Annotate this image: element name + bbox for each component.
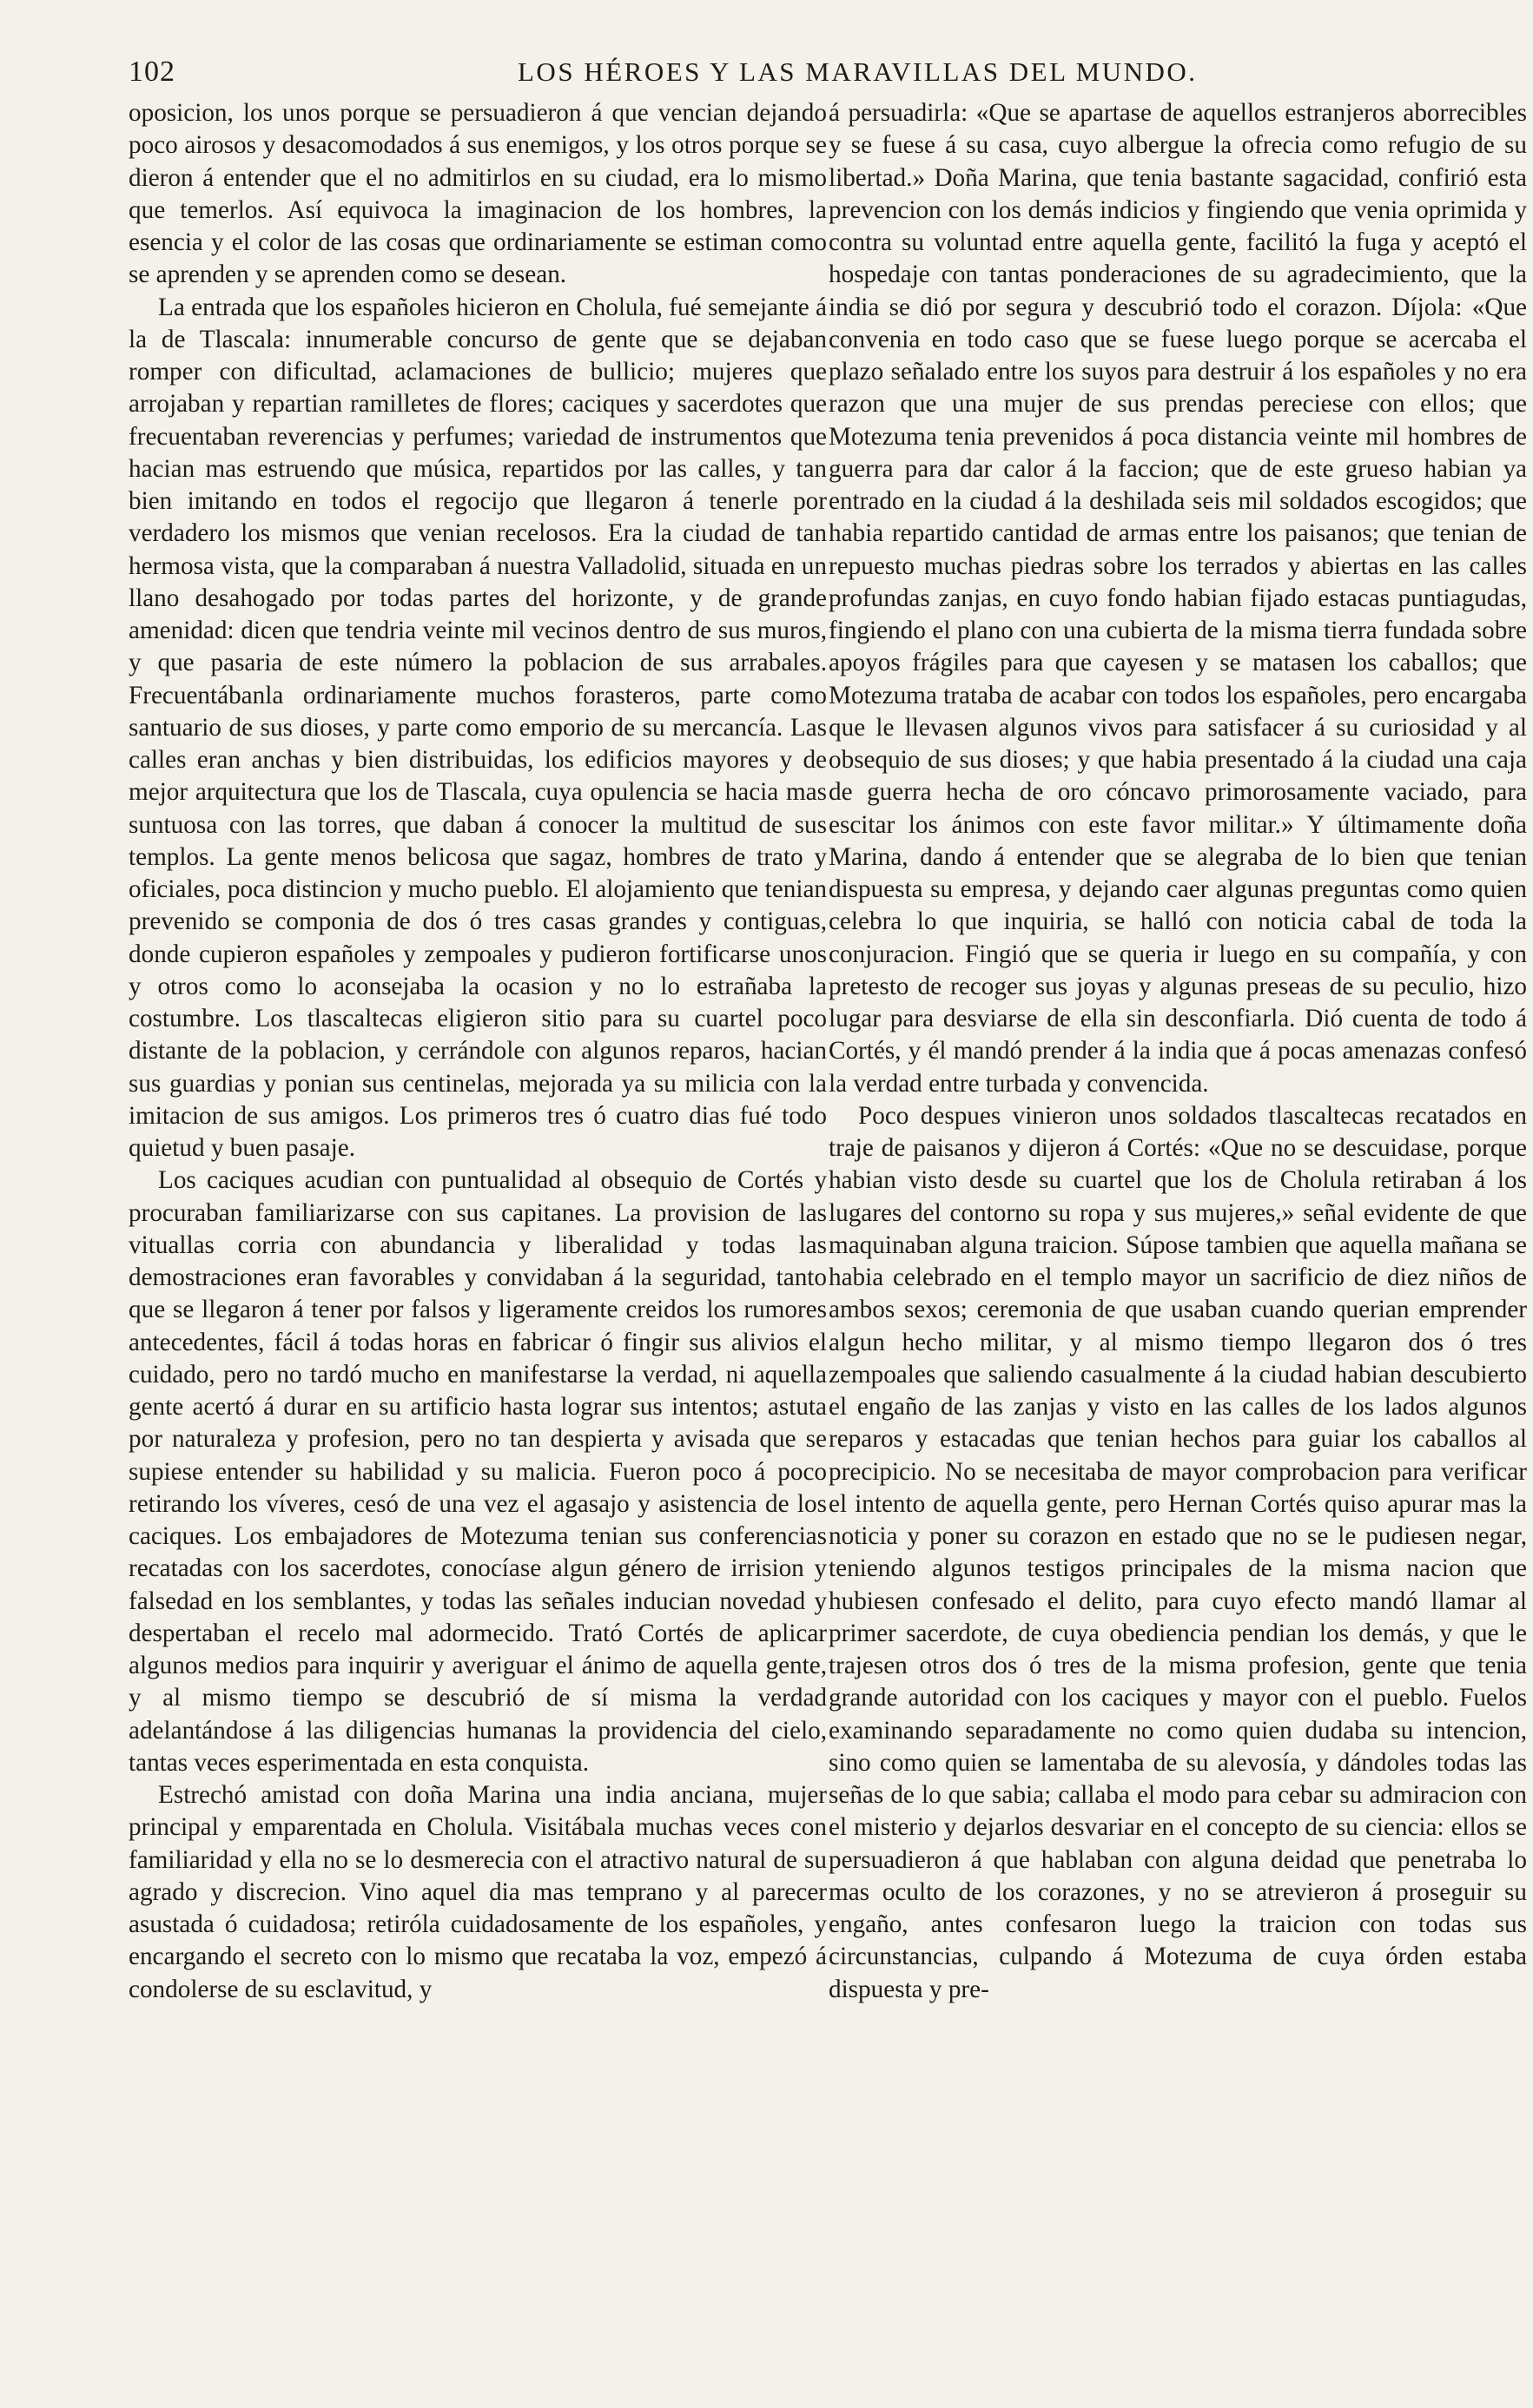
running-header (129, 50, 1527, 94)
paragraph: á persuadirla: «Que se apartase de aquellos estranjeros aborrecibles y se fuese á su casa, cuyo albergue la ofrecia como refugio de su libertad.» Doña Marina, que tenia bastante sagacidad, confirió esta prevencion con los demás indicios y fingiendo que venia oprimida y contra su voluntad entre aquella gente, facilitó la fuga y aceptó el hospedaje con tantas ponderaciones de su agradecimiento, que la india se dió por segura y descubrió todo el corazon. Díjola: «Que convenia en todo caso que se fuese luego porque se acercaba el plazo señalado entre los suyos para destruir á los españoles y no era razon que una mujer de sus prendas pereciese con ellos; que Motezuma tenia prevenidos á poca distancia veinte mil hombres de guerra para dar calor á la faccion; que de este grueso habian ya entrado en la ciudad á la deshilada seis mil soldados escogidos; que habia repartido cantidad de armas entre los paisanos; que tenian de repuesto muchas piedras sobre los terrados y abiertas en las calles profundas zanjas, en cuyo fondo habian fijado estacas puntiagudas, fingiendo el plano con una cubierta de la misma tierra fundada sobre apoyos frágiles para que cayesen y se matasen los caballos; que Motezuma trataba de acabar con todos los españoles, pero encargaba que le llevasen algunos vivos para satisfacer á su curiosidad y al obsequio de sus dioses; y que habia presentado á la ciudad una caja de guerra hecha de oro cóncavo primorosamente vaciado, para escitar los ánimos con este favor militar.» Y últimamente doña Marina, dando á entender que se alegraba de lo bien que tenian dispuesta su empresa, y dejando caer algunas preguntas como quien celebra lo que inquiria, se halló con noticia cabal de toda la conjuracion. Fingió que se queria ir luego en su compañía, y con pretesto de recoger sus joyas y algunas preseas de su peculio, hizo lugar para desviarse de ella sin desconfiarla. Dió cuenta de todo á Cortés, y él mandó prender á la india que á pocas amenazas confesó la verdad entre turbada y convencida. (829, 99, 1527, 1098)
paragraph: Poco despues vinieron unos soldados tlascaltecas recatados en traje de paisanos y dijeron á Cortés: «Que no se descuidase, porque habian visto desde su cuartel que los de Cholula retiraban á los lugares del contorno su ropa y sus mujeres,» señal evidente de que maquinaban alguna traicion. Súpose tambien que aquella mañana se habia celebrado en el templo mayor un sacrificio de diez niños de ambos sexos; ceremonia de que usaban cuando querian emprender algun hecho militar, y al mismo tiempo llegaron dos ó tres zempoales que saliendo casualmente á la ciudad habian descubierto el engaño de las zanjas y visto en las calles de los lados algunos reparos y estacadas que tenian hechos para guiar los caballos al precipicio. No se necesitaba de mayor comprobacion para verificar el intento de aquella gente, pero Hernan Cortés quiso apurar mas la noticia y poner su corazon en estado que no se le pudiesen negar, teniendo algunos testigos principales de la misma nacion que hubiesen confesado el delito, para cuyo efecto mandó llamar al primer sacerdote, de cuya obediencia pendian los demás, y que le trajesen otros dos ó tres de la misma profesion, gente que tenia grande autoridad con los caciques y mayor con el pueblo. Fuelos examinando separadamente no como quien dudaba su intencion, sino como quien se lamentaba de su alevosía, y dándoles todas las señas de lo que sabia; callaba el modo para cebar su admiracion con el misterio y dejarlos desvariar en el concepto de su ciencia: ellos se persuadieron á que hablaban con alguna deidad que penetraba lo mas oculto de los corazones, y no se atrevieron á proseguir su engaño, antes confesaron luego la traicion con todas sus circunstancias, culpando á Motezuma de cuya órden estaba dispuesta y pre- (829, 1101, 1527, 2003)
paragraph: Estrechó amistad con doña Marina una india anciana, mujer principal y emparentada en Cholula. Visitábala muchas veces con familiaridad y ella no se lo desmerecia con el atractivo natural de su agrado y discrecion. Vino aquel dia mas temprano y al parecer asustada ó cuidadosa; retiróla cuidadosamente de los españoles, y encargando el secreto con lo mismo que recataba la voz, empezó á condolerse de su esclavitud, y (129, 1781, 827, 2003)
left-column (129, 97, 827, 2006)
paragraph: La entrada que los españoles hicieron en Cholula, fué semejante á la de Tlascala: innumerable concurso de gente que se dejaban romper con dificultad, aclamaciones de bullicio; mujeres que arrojaban y repartian ramilletes de flores; caciques y sacerdotes que frecuentaban reverencias y perfumes; variedad de instrumentos que hacian mas estruendo que música, repartidos por las calles, y tan bien imitando en todos el regocijo que llegaron á tenerle por verdadero los mismos que venian recelosos. Era la ciudad de tan hermosa vista, que la comparaban á nuestra Valladolid, situada en un llano desahogado por todas partes del horizonte, y de grande amenidad: dicen que tendria veinte mil vecinos dentro de sus muros, y que pasaria de este número la poblacion de sus arrabales. Frecuentábanla ordinariamente muchos forasteros, parte como santuario de sus dioses, y parte como emporio de su mercancía. Las calles eran anchas y bien distribuidas, los edificios mayores y de mejor arquitectura que los de Tlascala, cuya opulencia se hacia mas suntuosa con las torres, que daban á conocer la multitud de sus templos. La gente menos belicosa que sagaz, hombres de trato y oficiales, poca distincion y mucho pueblo. El alojamiento que tenian prevenido se componia de dos ó tres casas grandes y contiguas, donde cupieron españoles y zempoales y pudieron fortificarse unos y otros como lo aconsejaba la ocasion y no lo estrañaba la costumbre. Los tlascaltecas eligieron sitio para su cuartel poco distante de la poblacion, y cerrándole con algunos reparos, hacian sus guardias y ponian sus centinelas, mejorada ya su milicia con la imitacion de sus amigos. Los primeros tres ó cuatro dias fué todo quietud y buen pasaje. (129, 293, 827, 1162)
paragraph: oposicion, los unos porque se persuadieron á que vencian dejando poco airosos y desacomodados á sus enemigos, y los otros porque se dieron á entender que el no admitirlos en su ciudad, era lo mismo que temerlos. Así equivoca la imaginacion de los hombres, la esencia y el color de las cosas que ordinariamente se estiman como se aprenden y se aprenden como se desean. (129, 99, 827, 289)
running-title: LOS HÉROES Y LAS MARAVILLAS DEL MUNDO. (518, 56, 1198, 87)
right-column (829, 97, 1527, 2006)
page-number: 102 (129, 56, 175, 88)
paragraph: Los caciques acudian con puntualidad al obsequio de Cortés y procuraban familiarizarse con sus capitanes. La provision de las vituallas corria con abundancia y liberalidad y todas las demostraciones eran favorables y convidaban á la seguridad, tanto que se llegaron á tener por falsos y ligeramente creidos los rumores antecedentes, fácil á todas horas en fabricar ó fingir sus alivios el cuidado, pero no tardó mucho en manifestarse la verdad, ni aquella gente acertó á durar en su artificio hasta lograr sus intentos; astuta por naturaleza y profesion, pero no tan despierta y avisada que se supiese entender su habilidad y su malicia. Fueron poco á poco retirando los víveres, cesó de una vez el agasajo y asistencia de los caciques. Los embajadores de Motezuma tenian sus conferencias recatadas con los sacerdotes, conocíase algun género de irrision y falsedad en los semblantes, y todas las señales inducian novedad y despertaban el recelo mal adormecido. Trató Cortés de aplicar algunos medios para inquirir y averiguar el ánimo de aquella gente, y al mismo tiempo se descubrió de sí misma la verdad adelantándose á las diligencias humanas la providencia del cielo, tantas veces esperimentada en esta conquista. (129, 1166, 827, 1777)
